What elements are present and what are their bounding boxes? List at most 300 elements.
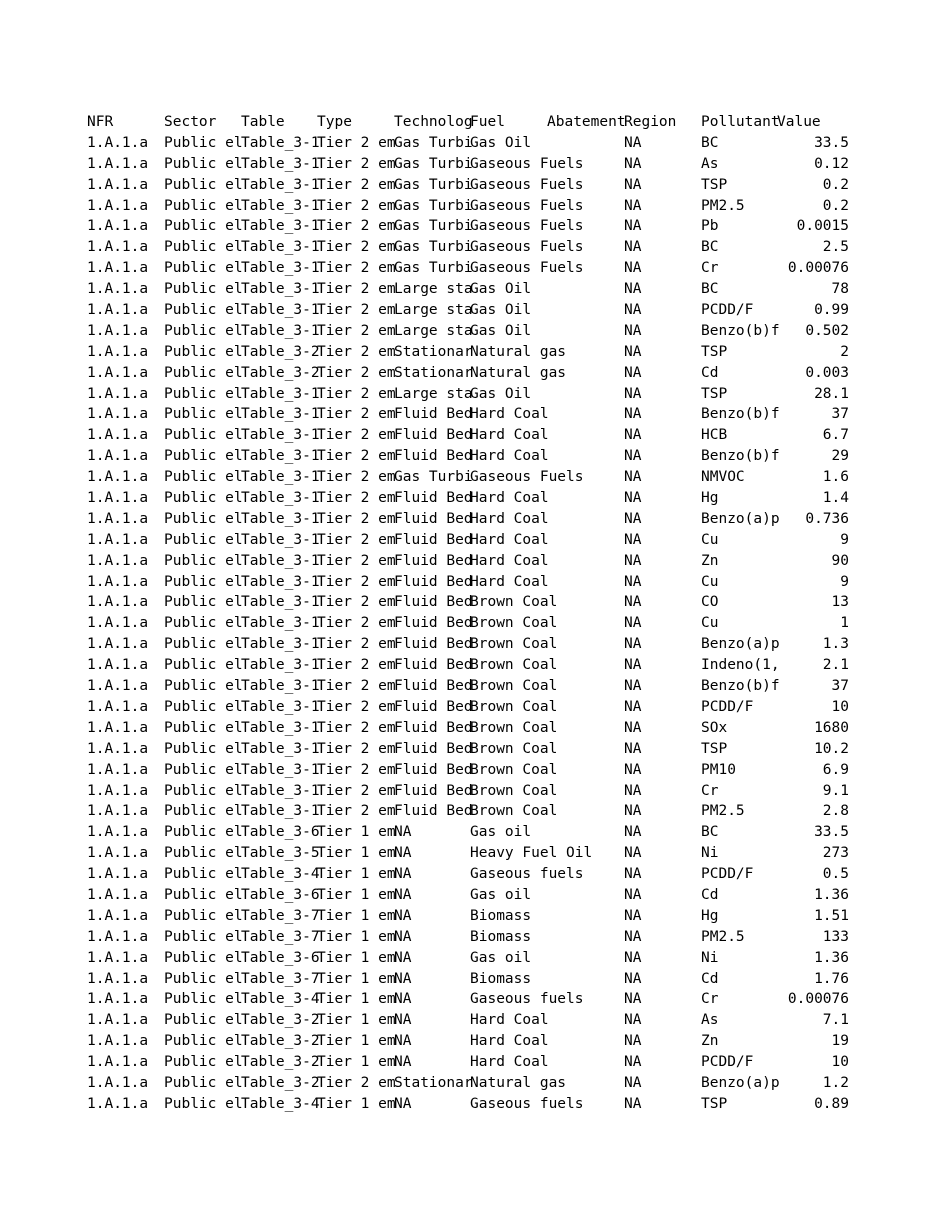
cell-abatement[interactable] — [547, 175, 624, 196]
cell-abatement[interactable] — [547, 676, 624, 697]
cell-value[interactable]: 273 — [822, 845, 849, 862]
cell-value[interactable]: 37 — [831, 406, 849, 423]
header-technology[interactable]: Technolog — [394, 114, 473, 130]
header-nfr[interactable]: NFR — [87, 114, 114, 130]
cell-type[interactable]: Tier 2 em — [317, 448, 396, 465]
cell-abatement[interactable] — [547, 1052, 624, 1073]
cell-value[interactable]: 6.9 — [822, 761, 849, 778]
cell-technology[interactable]: Fluid Bed — [394, 552, 473, 569]
cell-abatement[interactable] — [547, 948, 624, 969]
cell-value[interactable]: 0.00076 — [787, 991, 849, 1008]
cell-nfr[interactable]: 1.A.1.a — [87, 949, 149, 966]
cell-abatement[interactable] — [547, 154, 624, 175]
cell-fuel[interactable]: Natural gas — [470, 343, 567, 360]
cell-value[interactable]: 13 — [831, 594, 849, 611]
cell-region[interactable]: NA — [624, 803, 642, 820]
cell-nfr[interactable]: 1.A.1.a — [87, 1054, 149, 1071]
cell-fuel[interactable]: Gas oil — [470, 949, 532, 966]
cell-type[interactable]: Tier 2 em — [317, 678, 396, 695]
cell-pollutant[interactable]: PM2.5 — [701, 197, 745, 214]
cell-sector[interactable]: Public el — [164, 991, 243, 1008]
cell-type[interactable]: Tier 2 em — [317, 322, 396, 339]
cell-sector[interactable]: Public el — [164, 510, 243, 527]
cell-type[interactable]: Tier 2 em — [317, 636, 396, 653]
cell-technology[interactable]: Gas Turbi — [394, 469, 473, 486]
cell-type[interactable]: Tier 2 em — [317, 239, 396, 256]
cell-table[interactable]: Table_3-1 — [241, 281, 320, 298]
cell-pollutant[interactable]: PCDD/F — [701, 866, 754, 883]
cell-pollutant[interactable]: PCDD/F — [701, 698, 754, 715]
cell-table[interactable]: Table_3-6 — [241, 886, 320, 903]
cell-type[interactable]: Tier 1 em — [317, 866, 396, 883]
cell-table[interactable]: Table_3-1 — [241, 594, 320, 611]
cell-abatement[interactable] — [547, 781, 624, 802]
cell-type[interactable]: Tier 2 em — [317, 698, 396, 715]
cell-technology[interactable]: NA — [394, 907, 412, 924]
cell-nfr[interactable]: 1.A.1.a — [87, 970, 149, 987]
header-type[interactable]: Type — [317, 114, 352, 130]
cell-technology[interactable]: Fluid Bed — [394, 448, 473, 465]
cell-sector[interactable]: Public el — [164, 490, 243, 507]
cell-abatement[interactable] — [547, 530, 624, 551]
cell-table[interactable]: Table_3-1 — [241, 155, 320, 172]
cell-technology[interactable]: Large sta — [394, 385, 473, 402]
cell-type[interactable]: Tier 1 em — [317, 845, 396, 862]
cell-type[interactable]: Tier 2 em — [317, 260, 396, 277]
cell-value[interactable]: 0.2 — [822, 197, 849, 214]
cell-value[interactable]: 0.00076 — [787, 260, 849, 277]
cell-abatement[interactable] — [547, 592, 624, 613]
cell-value[interactable]: 1.51 — [814, 907, 849, 924]
cell-pollutant[interactable]: BC — [701, 824, 719, 841]
cell-pollutant[interactable]: Indeno(1, — [701, 657, 780, 674]
cell-sector[interactable]: Public el — [164, 678, 243, 695]
cell-region[interactable]: NA — [624, 176, 642, 193]
cell-table[interactable]: Table_3-1 — [241, 260, 320, 277]
cell-region[interactable]: NA — [624, 239, 642, 256]
cell-abatement[interactable] — [547, 488, 624, 509]
cell-abatement[interactable] — [547, 425, 624, 446]
cell-value[interactable]: 1 — [840, 615, 849, 632]
cell-pollutant[interactable]: Benzo(a)p — [701, 636, 780, 653]
cell-abatement[interactable] — [547, 718, 624, 739]
cell-technology[interactable]: NA — [394, 866, 412, 883]
cell-table[interactable]: Table_3-2 — [241, 1012, 320, 1029]
cell-technology[interactable]: NA — [394, 949, 412, 966]
cell-nfr[interactable]: 1.A.1.a — [87, 761, 149, 778]
cell-nfr[interactable]: 1.A.1.a — [87, 740, 149, 757]
cell-region[interactable]: NA — [624, 322, 642, 339]
cell-region[interactable]: NA — [624, 1095, 642, 1112]
cell-fuel[interactable]: Gas Oil — [470, 134, 532, 151]
cell-region[interactable]: NA — [624, 1033, 642, 1050]
cell-fuel[interactable]: Gas Oil — [470, 385, 532, 402]
cell-table[interactable]: Table_3-7 — [241, 907, 320, 924]
cell-fuel[interactable]: Gas Oil — [470, 322, 532, 339]
cell-sector[interactable]: Public el — [164, 552, 243, 569]
cell-technology[interactable]: Fluid Bed — [394, 698, 473, 715]
cell-pollutant[interactable]: Cr — [701, 782, 719, 799]
cell-pollutant[interactable]: Cu — [701, 531, 719, 548]
header-value[interactable]: Value — [777, 114, 821, 130]
cell-sector[interactable]: Public el — [164, 364, 243, 381]
cell-region[interactable]: NA — [624, 385, 642, 402]
cell-type[interactable]: Tier 2 em — [317, 385, 396, 402]
cell-abatement[interactable] — [547, 196, 624, 217]
cell-type[interactable]: Tier 2 em — [317, 531, 396, 548]
cell-value[interactable]: 9.1 — [822, 782, 849, 799]
cell-table[interactable]: Table_3-1 — [241, 531, 320, 548]
cell-sector[interactable]: Public el — [164, 866, 243, 883]
cell-nfr[interactable]: 1.A.1.a — [87, 1074, 149, 1091]
cell-pollutant[interactable]: BC — [701, 134, 719, 151]
cell-sector[interactable]: Public el — [164, 803, 243, 820]
cell-pollutant[interactable]: Cd — [701, 970, 719, 987]
cell-technology[interactable]: Large sta — [394, 281, 473, 298]
cell-type[interactable]: Tier 2 em — [317, 615, 396, 632]
cell-type[interactable]: Tier 1 em — [317, 970, 396, 987]
cell-value[interactable]: 0.0015 — [796, 218, 849, 235]
cell-sector[interactable]: Public el — [164, 1074, 243, 1091]
cell-fuel[interactable]: Gaseous Fuels — [470, 155, 584, 172]
cell-nfr[interactable]: 1.A.1.a — [87, 907, 149, 924]
cell-region[interactable]: NA — [624, 740, 642, 757]
cell-technology[interactable]: Stationar — [394, 343, 473, 360]
cell-technology[interactable]: Fluid Bed — [394, 761, 473, 778]
cell-table[interactable]: Table_3-1 — [241, 740, 320, 757]
cell-sector[interactable]: Public el — [164, 907, 243, 924]
cell-technology[interactable]: Fluid Bed — [394, 531, 473, 548]
cell-value[interactable]: 1.2 — [822, 1074, 849, 1091]
cell-value[interactable]: 2 — [840, 343, 849, 360]
cell-nfr[interactable]: 1.A.1.a — [87, 531, 149, 548]
cell-value[interactable]: 1.36 — [814, 949, 849, 966]
cell-region[interactable]: NA — [624, 260, 642, 277]
cell-value[interactable]: 0.502 — [805, 322, 849, 339]
cell-sector[interactable]: Public el — [164, 406, 243, 423]
cell-table[interactable]: Table_3-1 — [241, 782, 320, 799]
cell-technology[interactable]: Fluid Bed — [394, 740, 473, 757]
cell-type[interactable]: Tier 1 em — [317, 991, 396, 1008]
cell-nfr[interactable]: 1.A.1.a — [87, 1012, 149, 1029]
cell-pollutant[interactable]: As — [701, 155, 719, 172]
cell-technology[interactable]: Fluid Bed — [394, 803, 473, 820]
cell-table[interactable]: Table_3-6 — [241, 824, 320, 841]
cell-sector[interactable]: Public el — [164, 970, 243, 987]
cell-fuel[interactable]: Brown Coal — [470, 594, 558, 611]
cell-value[interactable]: 1680 — [814, 719, 849, 736]
cell-pollutant[interactable]: PM2.5 — [701, 928, 745, 945]
cell-table[interactable]: Table_3-1 — [241, 510, 320, 527]
cell-pollutant[interactable]: NMVOC — [701, 469, 745, 486]
cell-abatement[interactable] — [547, 697, 624, 718]
cell-pollutant[interactable]: CO — [701, 594, 719, 611]
cell-pollutant[interactable]: TSP — [701, 176, 728, 193]
cell-pollutant[interactable]: Cd — [701, 364, 719, 381]
cell-table[interactable]: Table_3-4 — [241, 866, 320, 883]
cell-pollutant[interactable]: TSP — [701, 385, 728, 402]
cell-sector[interactable]: Public el — [164, 1054, 243, 1071]
cell-fuel[interactable]: Heavy Fuel Oil — [470, 845, 593, 862]
cell-value[interactable]: 10 — [831, 698, 849, 715]
cell-region[interactable]: NA — [624, 490, 642, 507]
cell-abatement[interactable] — [547, 655, 624, 676]
cell-fuel[interactable]: Brown Coal — [470, 657, 558, 674]
cell-value[interactable]: 1.36 — [814, 886, 849, 903]
cell-region[interactable]: NA — [624, 1012, 642, 1029]
cell-sector[interactable]: Public el — [164, 343, 243, 360]
cell-technology[interactable]: NA — [394, 845, 412, 862]
cell-pollutant[interactable]: Cd — [701, 886, 719, 903]
cell-pollutant[interactable]: Benzo(a)p — [701, 1074, 780, 1091]
cell-technology[interactable]: Gas Turbi — [394, 218, 473, 235]
cell-fuel[interactable]: Gaseous Fuels — [470, 469, 584, 486]
cell-sector[interactable]: Public el — [164, 134, 243, 151]
cell-nfr[interactable]: 1.A.1.a — [87, 803, 149, 820]
cell-fuel[interactable]: Biomass — [470, 970, 532, 987]
cell-fuel[interactable]: Gaseous fuels — [470, 1095, 584, 1112]
cell-value[interactable]: 29 — [831, 448, 849, 465]
cell-fuel[interactable]: Hard Coal — [470, 427, 549, 444]
cell-fuel[interactable]: Brown Coal — [470, 678, 558, 695]
cell-fuel[interactable]: Brown Coal — [470, 698, 558, 715]
cell-value[interactable]: 1.4 — [822, 490, 849, 507]
cell-nfr[interactable]: 1.A.1.a — [87, 573, 149, 590]
cell-table[interactable]: Table_3-1 — [241, 302, 320, 319]
cell-table[interactable]: Table_3-6 — [241, 949, 320, 966]
cell-region[interactable]: NA — [624, 573, 642, 590]
cell-region[interactable]: NA — [624, 866, 642, 883]
cell-region[interactable]: NA — [624, 928, 642, 945]
cell-fuel[interactable]: Gas oil — [470, 824, 532, 841]
cell-type[interactable]: Tier 2 em — [317, 552, 396, 569]
cell-value[interactable]: 2.5 — [822, 239, 849, 256]
cell-fuel[interactable]: Gaseous Fuels — [470, 197, 584, 214]
cell-sector[interactable]: Public el — [164, 155, 243, 172]
cell-abatement[interactable] — [547, 906, 624, 927]
cell-value[interactable]: 0.003 — [805, 364, 849, 381]
cell-fuel[interactable]: Gaseous Fuels — [470, 218, 584, 235]
cell-sector[interactable]: Public el — [164, 698, 243, 715]
cell-abatement[interactable] — [547, 801, 624, 822]
cell-sector[interactable]: Public el — [164, 448, 243, 465]
cell-abatement[interactable] — [547, 572, 624, 593]
cell-technology[interactable]: Stationar — [394, 364, 473, 381]
cell-value[interactable]: 9 — [840, 531, 849, 548]
cell-region[interactable]: NA — [624, 678, 642, 695]
cell-pollutant[interactable]: Benzo(b)f — [701, 406, 780, 423]
cell-pollutant[interactable]: Benzo(a)p — [701, 510, 780, 527]
cell-abatement[interactable] — [547, 843, 624, 864]
cell-abatement[interactable] — [547, 739, 624, 760]
cell-value[interactable]: 1.6 — [822, 469, 849, 486]
cell-region[interactable]: NA — [624, 134, 642, 151]
cell-type[interactable]: Tier 2 em — [317, 761, 396, 778]
cell-technology[interactable]: Gas Turbi — [394, 176, 473, 193]
cell-region[interactable]: NA — [624, 510, 642, 527]
cell-table[interactable]: Table_3-1 — [241, 134, 320, 151]
cell-value[interactable]: 1.3 — [822, 636, 849, 653]
cell-fuel[interactable]: Gaseous fuels — [470, 866, 584, 883]
cell-value[interactable]: 0.89 — [814, 1095, 849, 1112]
cell-nfr[interactable]: 1.A.1.a — [87, 594, 149, 611]
cell-nfr[interactable]: 1.A.1.a — [87, 552, 149, 569]
cell-table[interactable]: Table_3-1 — [241, 719, 320, 736]
cell-fuel[interactable]: Hard Coal — [470, 552, 549, 569]
cell-pollutant[interactable]: BC — [701, 239, 719, 256]
cell-abatement[interactable] — [547, 1073, 624, 1094]
cell-nfr[interactable]: 1.A.1.a — [87, 845, 149, 862]
cell-region[interactable]: NA — [624, 155, 642, 172]
cell-region[interactable]: NA — [624, 970, 642, 987]
cell-sector[interactable]: Public el — [164, 845, 243, 862]
cell-technology[interactable]: Fluid Bed — [394, 615, 473, 632]
cell-abatement[interactable] — [547, 1094, 624, 1115]
header-region[interactable]: Region — [624, 114, 677, 130]
cell-abatement[interactable] — [547, 363, 624, 384]
cell-fuel[interactable]: Brown Coal — [470, 636, 558, 653]
cell-value[interactable]: 0.99 — [814, 302, 849, 319]
cell-pollutant[interactable]: TSP — [701, 740, 728, 757]
cell-type[interactable]: Tier 1 em — [317, 1095, 396, 1112]
cell-table[interactable]: Table_3-1 — [241, 218, 320, 235]
cell-nfr[interactable]: 1.A.1.a — [87, 239, 149, 256]
cell-sector[interactable]: Public el — [164, 740, 243, 757]
cell-value[interactable]: 133 — [822, 928, 849, 945]
cell-pollutant[interactable]: TSP — [701, 1095, 728, 1112]
cell-sector[interactable]: Public el — [164, 594, 243, 611]
cell-sector[interactable]: Public el — [164, 719, 243, 736]
cell-table[interactable]: Table_3-1 — [241, 239, 320, 256]
cell-table[interactable]: Table_3-1 — [241, 490, 320, 507]
cell-fuel[interactable]: Brown Coal — [470, 803, 558, 820]
cell-sector[interactable]: Public el — [164, 782, 243, 799]
cell-technology[interactable]: NA — [394, 824, 412, 841]
cell-table[interactable]: Table_3-1 — [241, 761, 320, 778]
cell-pollutant[interactable]: TSP — [701, 343, 728, 360]
cell-pollutant[interactable]: SOx — [701, 719, 728, 736]
cell-abatement[interactable] — [547, 613, 624, 634]
cell-technology[interactable]: Fluid Bed — [394, 510, 473, 527]
cell-abatement[interactable] — [547, 927, 624, 948]
cell-value[interactable]: 10 — [831, 1054, 849, 1071]
cell-pollutant[interactable]: Zn — [701, 552, 719, 569]
cell-type[interactable]: Tier 1 em — [317, 1033, 396, 1050]
cell-table[interactable]: Table_3-1 — [241, 469, 320, 486]
cell-region[interactable]: NA — [624, 636, 642, 653]
cell-table[interactable]: Table_3-1 — [241, 448, 320, 465]
cell-table[interactable]: Table_3-1 — [241, 197, 320, 214]
cell-type[interactable]: Tier 1 em — [317, 907, 396, 924]
cell-pollutant[interactable]: Cu — [701, 573, 719, 590]
cell-nfr[interactable]: 1.A.1.a — [87, 134, 149, 151]
cell-sector[interactable]: Public el — [164, 176, 243, 193]
cell-type[interactable]: Tier 1 em — [317, 886, 396, 903]
cell-nfr[interactable]: 1.A.1.a — [87, 636, 149, 653]
cell-type[interactable]: Tier 2 em — [317, 281, 396, 298]
cell-sector[interactable]: Public el — [164, 1033, 243, 1050]
cell-table[interactable]: Table_3-2 — [241, 364, 320, 381]
cell-nfr[interactable]: 1.A.1.a — [87, 782, 149, 799]
cell-sector[interactable]: Public el — [164, 886, 243, 903]
cell-table[interactable]: Table_3-1 — [241, 678, 320, 695]
cell-type[interactable]: Tier 2 em — [317, 427, 396, 444]
cell-table[interactable]: Table_3-1 — [241, 552, 320, 569]
cell-region[interactable]: NA — [624, 406, 642, 423]
cell-fuel[interactable]: Gas Oil — [470, 302, 532, 319]
cell-fuel[interactable]: Hard Coal — [470, 531, 549, 548]
cell-fuel[interactable]: Hard Coal — [470, 406, 549, 423]
cell-nfr[interactable]: 1.A.1.a — [87, 322, 149, 339]
cell-abatement[interactable] — [547, 258, 624, 279]
cell-fuel[interactable]: Brown Coal — [470, 719, 558, 736]
cell-abatement[interactable] — [547, 237, 624, 258]
cell-technology[interactable]: NA — [394, 1095, 412, 1112]
cell-sector[interactable]: Public el — [164, 1095, 243, 1112]
cell-nfr[interactable]: 1.A.1.a — [87, 364, 149, 381]
cell-type[interactable]: Tier 1 em — [317, 1054, 396, 1071]
cell-table[interactable]: Table_3-1 — [241, 406, 320, 423]
cell-region[interactable]: NA — [624, 594, 642, 611]
cell-technology[interactable]: NA — [394, 1012, 412, 1029]
header-sector[interactable]: Sector — [164, 114, 217, 130]
cell-technology[interactable]: Large sta — [394, 322, 473, 339]
cell-value[interactable]: 2.1 — [822, 657, 849, 674]
cell-value[interactable]: 33.5 — [814, 824, 849, 841]
cell-pollutant[interactable]: Pb — [701, 218, 719, 235]
cell-region[interactable]: NA — [624, 761, 642, 778]
cell-pollutant[interactable]: Ni — [701, 845, 719, 862]
cell-table[interactable]: Table_3-1 — [241, 322, 320, 339]
cell-pollutant[interactable]: Hg — [701, 907, 719, 924]
cell-technology[interactable]: Fluid Bed — [394, 719, 473, 736]
cell-technology[interactable]: Fluid Bed — [394, 678, 473, 695]
cell-abatement[interactable] — [547, 300, 624, 321]
cell-pollutant[interactable]: Cr — [701, 991, 719, 1008]
cell-value[interactable]: 1.76 — [814, 970, 849, 987]
cell-pollutant[interactable]: Hg — [701, 490, 719, 507]
cell-value[interactable]: 2.8 — [822, 803, 849, 820]
header-abatement[interactable]: Abatement — [547, 114, 626, 130]
cell-fuel[interactable]: Gaseous fuels — [470, 991, 584, 1008]
cell-region[interactable]: NA — [624, 991, 642, 1008]
cell-sector[interactable]: Public el — [164, 239, 243, 256]
cell-fuel[interactable]: Hard Coal — [470, 490, 549, 507]
cell-fuel[interactable]: Natural gas — [470, 1074, 567, 1091]
cell-fuel[interactable]: Natural gas — [470, 364, 567, 381]
cell-type[interactable]: Tier 2 em — [317, 176, 396, 193]
cell-nfr[interactable]: 1.A.1.a — [87, 615, 149, 632]
cell-fuel[interactable]: Gaseous Fuels — [470, 239, 584, 256]
cell-nfr[interactable]: 1.A.1.a — [87, 281, 149, 298]
cell-sector[interactable]: Public el — [164, 260, 243, 277]
cell-sector[interactable]: Public el — [164, 218, 243, 235]
cell-region[interactable]: NA — [624, 343, 642, 360]
cell-table[interactable]: Table_3-1 — [241, 636, 320, 653]
cell-fuel[interactable]: Brown Coal — [470, 761, 558, 778]
cell-type[interactable]: Tier 2 em — [317, 803, 396, 820]
cell-type[interactable]: Tier 2 em — [317, 782, 396, 799]
cell-fuel[interactable]: Gas Oil — [470, 281, 532, 298]
cell-fuel[interactable]: Hard Coal — [470, 1033, 549, 1050]
cell-type[interactable]: Tier 2 em — [317, 740, 396, 757]
cell-type[interactable]: Tier 2 em — [317, 510, 396, 527]
cell-table[interactable]: Table_3-7 — [241, 928, 320, 945]
cell-sector[interactable]: Public el — [164, 302, 243, 319]
cell-table[interactable]: Table_3-4 — [241, 991, 320, 1008]
cell-abatement[interactable] — [547, 1010, 624, 1031]
cell-abatement[interactable] — [547, 634, 624, 655]
